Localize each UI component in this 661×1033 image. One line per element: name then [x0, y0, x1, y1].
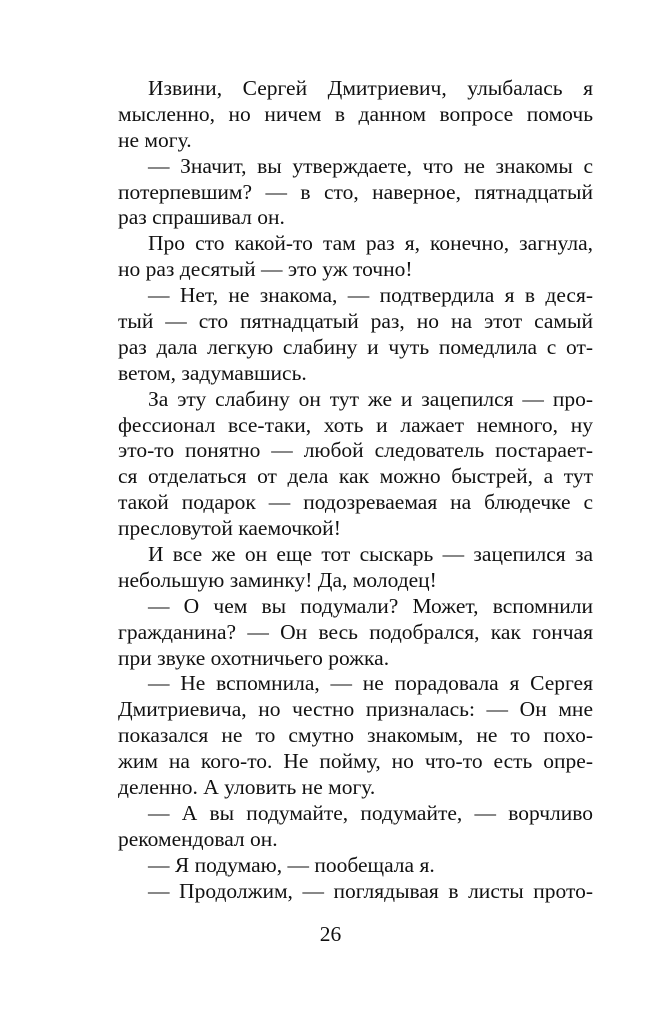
text-line: тый — сто пятнадцатый раз, но на этот самый: [118, 309, 593, 334]
text-line: — Не вспомнила, — не порадовала я Сергея: [148, 671, 593, 696]
text-line: но раз десятый — это уж точно!: [118, 257, 413, 282]
text-line: фессионал все-таки, хоть и лажает немного, ну: [118, 412, 593, 437]
text-line: жим на кого-то. Не пойму, но что-то есть опре-: [118, 749, 593, 774]
text-line: раз дала легкую слабину и чуть помедлила с от-: [118, 334, 593, 359]
text-line: — Нет, не знакома, — подтвердила я в деся-: [148, 283, 593, 308]
text-line: деленно. А уловить не могу.: [118, 775, 376, 800]
text-line: Извини, Сергей Дмитриевич, улыбалась я: [148, 76, 593, 100]
text-line: раз спрашивал он.: [118, 205, 285, 230]
text-line: при звуке охотничьего рожка.: [118, 645, 390, 670]
text-line: Дмитриевича, но честно призналась: — Он мне: [118, 697, 593, 722]
text-line: ветом, задумавшись.: [118, 360, 307, 385]
text-line: И все же он еще тот сыскарь — зацепился за: [148, 542, 593, 567]
text-line: небольшую заминку! Да, молодец!: [118, 567, 437, 592]
text-line: — Продолжим, — поглядывая в листы прото-: [148, 878, 593, 903]
text-line: потерпевшим? — в сто, наверное, пятнадцатый: [118, 179, 593, 204]
page-body: [118, 76, 593, 905]
text-line: — О чем вы подумали? Может, вспомнили: [148, 593, 593, 618]
text-line: — Я подумаю, — пообещала я.: [148, 852, 435, 877]
text-line: Про сто какой-то там раз я, конечно, загнула,: [148, 231, 593, 256]
text-line: гражданина? — Он весь подобрался, как гончая: [118, 619, 593, 644]
text-line: мысленно, но ничем в данном вопросе помочь: [118, 101, 593, 126]
page-number: 26: [319, 922, 342, 946]
text-line: — А вы подумайте, подумайте, — ворчливо: [148, 800, 593, 825]
text-line: За эту слабину он тут же и зацепился — про-: [148, 386, 593, 411]
text-line: — Значит, вы утверждаете, что не знакомы с: [148, 153, 593, 178]
text-line: не могу.: [118, 127, 192, 152]
text-line: такой подарок — подозреваемая на блюдечке с: [118, 490, 593, 515]
text-line: это-то понятно — любой следователь постарает-: [118, 438, 593, 463]
text-line: показался не то смутно знакомым, не то похо-: [118, 723, 593, 748]
text-line: ся отделаться от дела как можно быстрей, а тут: [118, 464, 593, 489]
text-line: рекомендовал он.: [118, 826, 278, 851]
text-line: пресловутой каемочкой!: [118, 516, 341, 541]
